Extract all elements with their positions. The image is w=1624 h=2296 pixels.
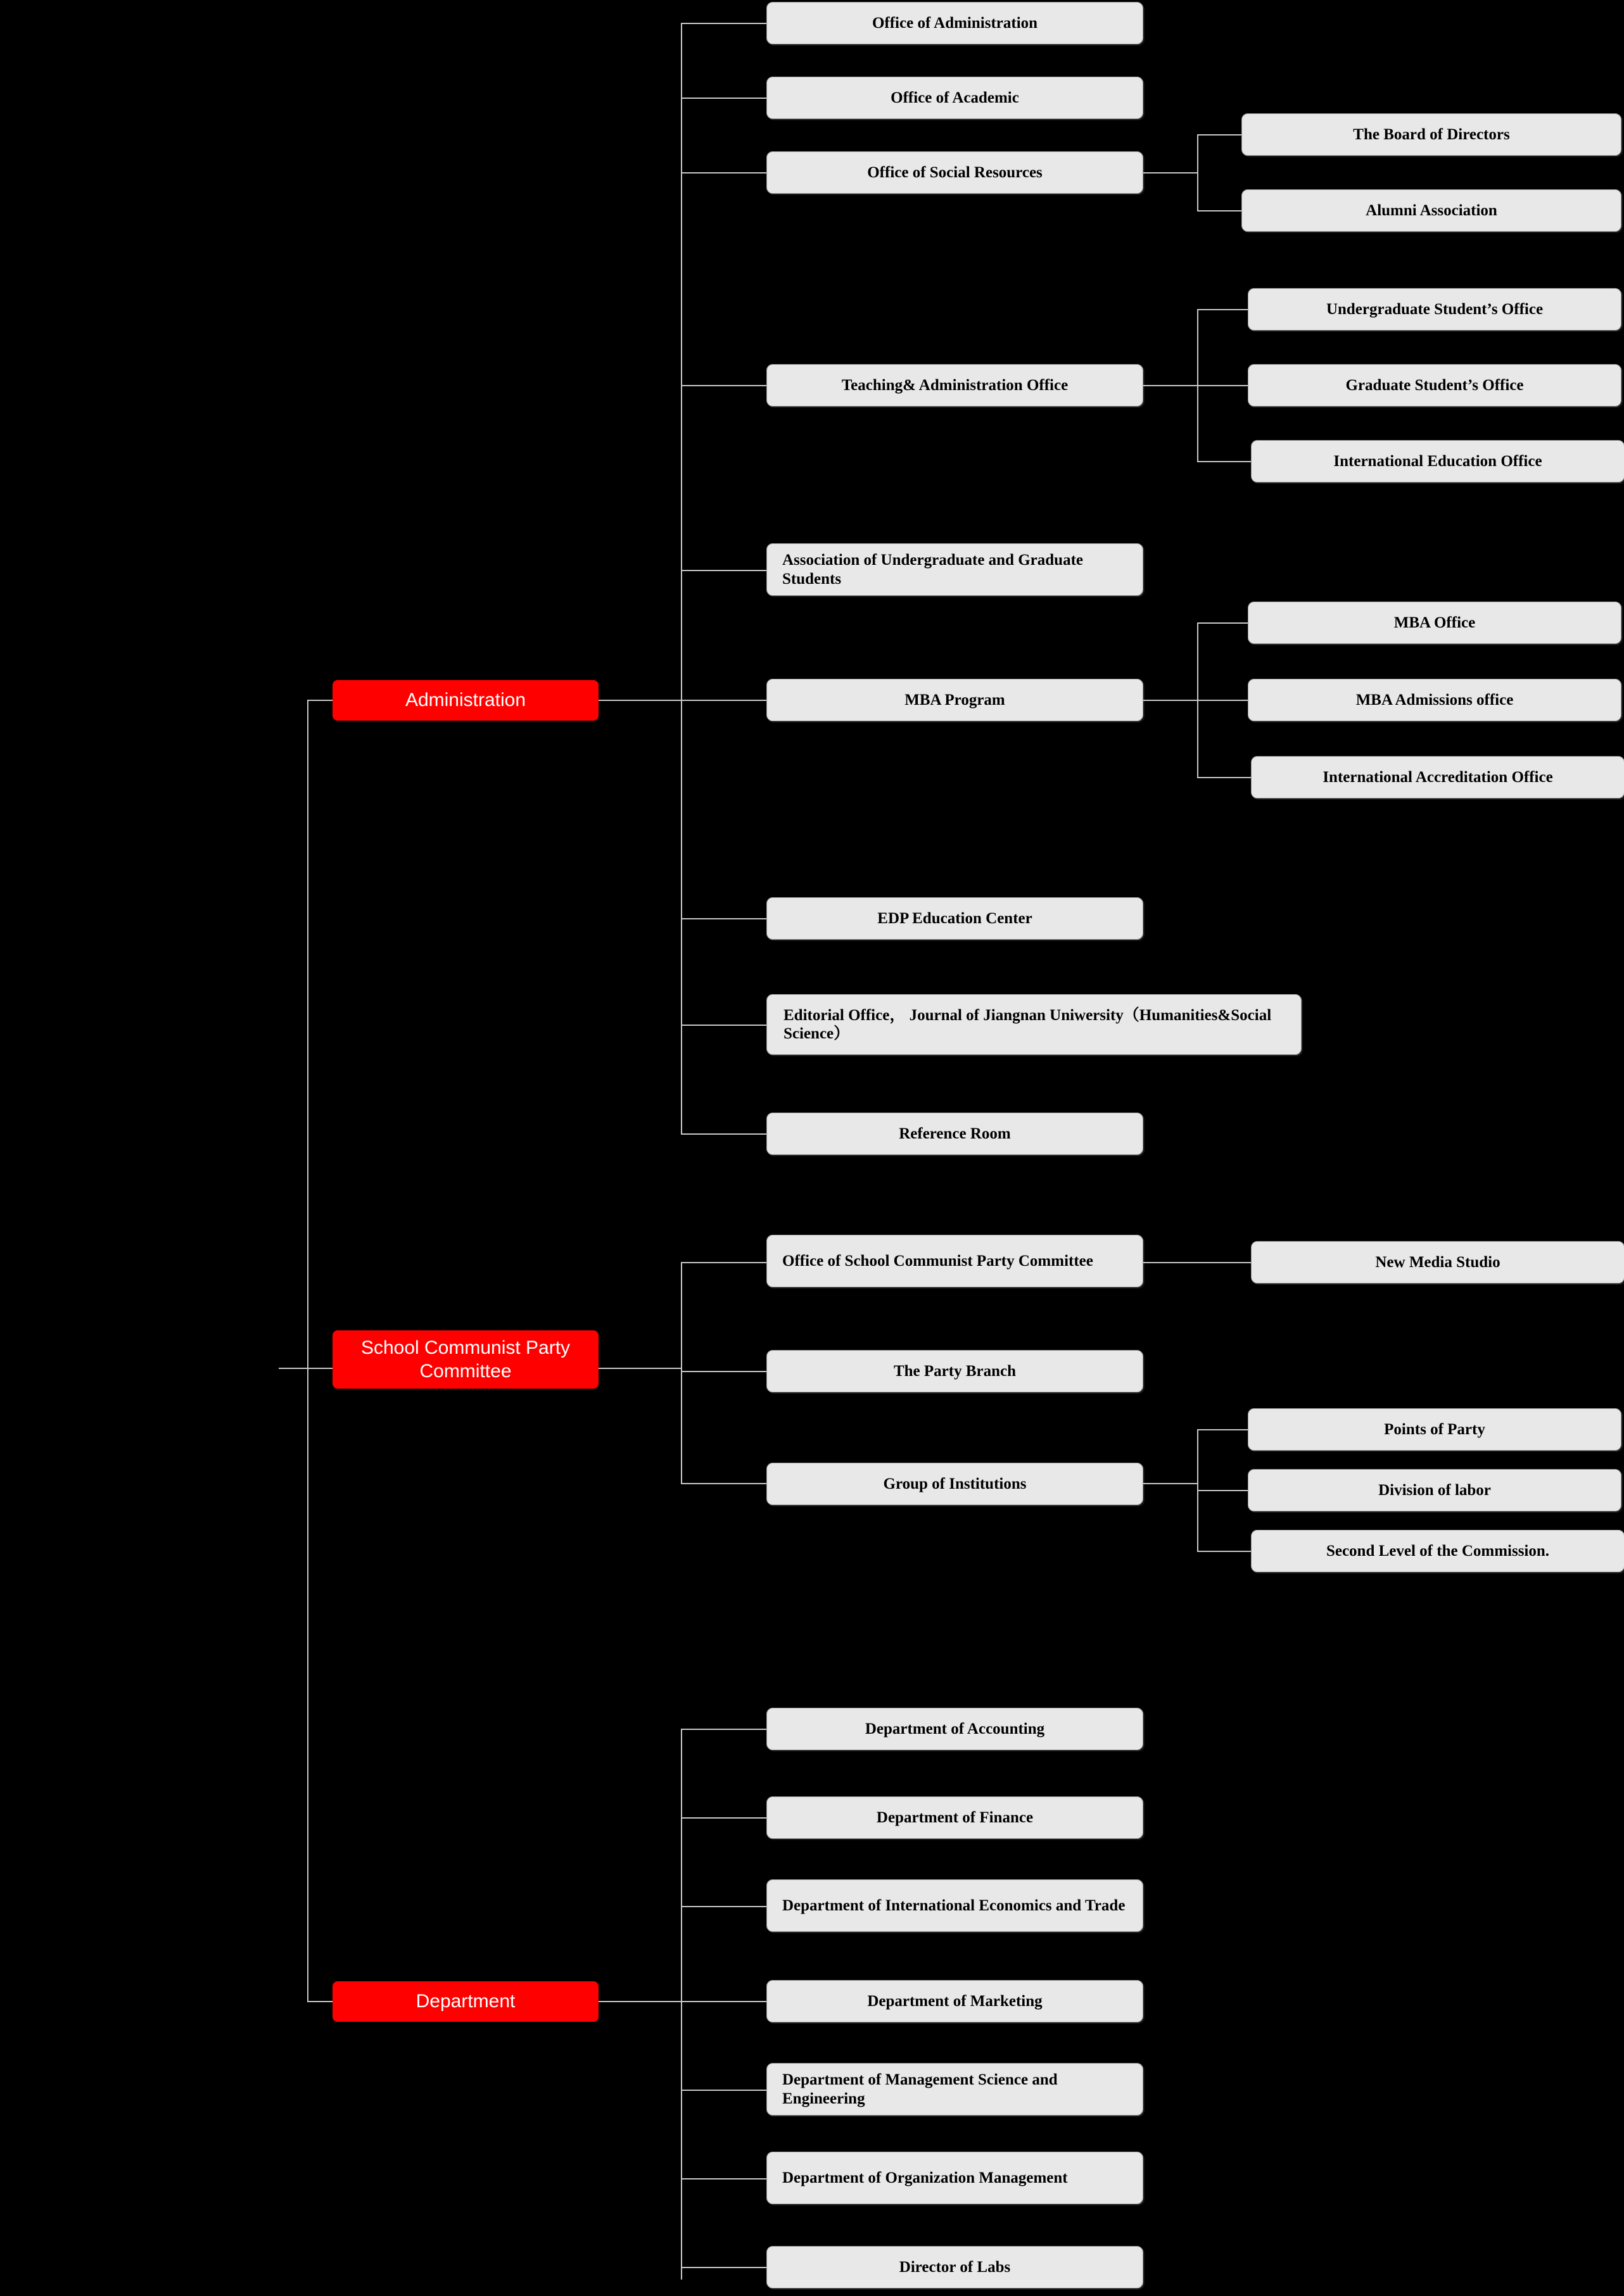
connector-group-child-2 bbox=[1197, 1490, 1248, 1491]
connector-administration-out bbox=[599, 700, 681, 701]
connector-dept-child-2 bbox=[681, 1817, 766, 1819]
node-office-of-social-resources[interactable] bbox=[766, 151, 1143, 194]
node-department-of-management-science-and-engineering-label: Department of Management Science and Engineering bbox=[782, 2071, 1058, 2107]
node-office-of-administration[interactable] bbox=[766, 2, 1143, 44]
connector-party-child-2 bbox=[681, 1371, 766, 1372]
node-points-of-party-label: Points of Party bbox=[1384, 1420, 1485, 1438]
connector-teaching-child-2 bbox=[1197, 385, 1248, 386]
connector-dept-child-7 bbox=[681, 2267, 766, 2268]
node-graduate-students-office[interactable] bbox=[1248, 364, 1621, 407]
node-department-of-finance-label: Department of Finance bbox=[876, 1808, 1034, 1826]
connector-dept-child-3 bbox=[681, 1906, 766, 1907]
node-association-of-students[interactable] bbox=[766, 543, 1143, 596]
node-division-of-labor[interactable] bbox=[1248, 1469, 1621, 1511]
node-administration-label: Administration bbox=[405, 690, 526, 711]
node-division-of-labor-label: Division of labor bbox=[1378, 1481, 1491, 1499]
node-international-accreditation-office[interactable] bbox=[1251, 756, 1624, 798]
node-international-education-office-label: International Education Office bbox=[1333, 452, 1542, 470]
node-teaching-administration-office-label: Teaching& Administration Office bbox=[841, 376, 1069, 394]
node-points-of-party[interactable] bbox=[1248, 1408, 1621, 1451]
connector-admin-child-1 bbox=[681, 23, 766, 24]
connector-group-child-1 bbox=[1197, 1429, 1248, 1430]
node-director-of-labs[interactable] bbox=[766, 2246, 1143, 2288]
node-office-of-school-party-committee-label: Office of School Communist Party Committee bbox=[782, 1252, 1093, 1270]
node-international-education-office[interactable] bbox=[1251, 440, 1624, 483]
node-second-level-commission-label: Second Level of the Commission. bbox=[1326, 1542, 1550, 1560]
node-undergraduate-students-office[interactable] bbox=[1248, 288, 1621, 331]
node-mba-admissions-office-label: MBA Admissions office bbox=[1355, 691, 1514, 709]
node-edp-education-center[interactable] bbox=[766, 897, 1143, 940]
node-editorial-office-label: Editorial Office， Journal of Jiangnan Uniwersity（Humanities&Social Science） bbox=[783, 1006, 1272, 1042]
connector-department-out bbox=[599, 2001, 681, 2002]
node-office-of-social-resources-label: Office of Social Resources bbox=[867, 163, 1043, 181]
node-the-board-of-directors[interactable] bbox=[1241, 113, 1621, 156]
node-reference-room-label: Reference Room bbox=[899, 1125, 1011, 1142]
connector-department-spine bbox=[681, 1729, 682, 2280]
connector-admin-child-2 bbox=[681, 98, 766, 99]
connector-root-to-department bbox=[307, 2001, 333, 2002]
node-mba-admissions-office[interactable] bbox=[1248, 679, 1621, 721]
node-department-of-marketing[interactable] bbox=[766, 1980, 1143, 2022]
connector-party-child-3 bbox=[681, 1483, 766, 1484]
node-office-of-administration-label: Office of Administration bbox=[872, 14, 1038, 32]
connector-root-to-party bbox=[307, 1368, 333, 1369]
node-new-media-studio-label: New Media Studio bbox=[1375, 1253, 1500, 1271]
connector-admin-child-9 bbox=[681, 1133, 766, 1135]
node-editorial-office[interactable] bbox=[766, 994, 1302, 1055]
connector-root-spine bbox=[307, 700, 308, 2001]
node-alumni-association[interactable] bbox=[1241, 189, 1621, 232]
node-school-communist-party-committee[interactable] bbox=[333, 1330, 599, 1389]
connector-party-office-out bbox=[1143, 1262, 1251, 1263]
node-school-communist-party-committee-label: School Communist Party Committee bbox=[360, 1337, 571, 1382]
connector-mba-child-1 bbox=[1197, 622, 1248, 624]
node-department-of-international-economics-and-trade-label: Department of International Economics and Trade bbox=[782, 1896, 1126, 1914]
connector-admin-child-7 bbox=[681, 918, 766, 919]
node-international-accreditation-office-label: International Accreditation Office bbox=[1323, 768, 1553, 786]
node-department-of-finance[interactable] bbox=[766, 1796, 1143, 1839]
connector-teaching-child-3 bbox=[1197, 461, 1251, 462]
connector-social-resources-child-1 bbox=[1197, 134, 1241, 136]
connector-social-resources-child-2 bbox=[1197, 210, 1241, 211]
node-undergraduate-students-office-label: Undergraduate Student’s Office bbox=[1326, 300, 1544, 318]
connector-dept-child-6 bbox=[681, 2178, 766, 2179]
node-mba-program-label: MBA Program bbox=[904, 691, 1005, 709]
connector-mba-child-2 bbox=[1197, 700, 1248, 701]
node-edp-education-center-label: EDP Education Center bbox=[877, 909, 1032, 927]
connector-admin-child-4 bbox=[681, 385, 766, 386]
node-department-of-management-science-and-engineering[interactable] bbox=[766, 2063, 1143, 2116]
connector-mba-child-3 bbox=[1197, 777, 1251, 778]
connector-social-resources-out bbox=[1143, 172, 1197, 173]
node-reference-room[interactable] bbox=[766, 1113, 1143, 1155]
node-department-of-international-economics-and-trade[interactable] bbox=[766, 1879, 1143, 1932]
node-director-of-labs-label: Director of Labs bbox=[899, 2258, 1011, 2276]
connector-admin-child-6 bbox=[681, 700, 766, 701]
node-group-of-institutions[interactable] bbox=[766, 1463, 1143, 1505]
node-new-media-studio[interactable] bbox=[1251, 1241, 1624, 1284]
node-second-level-commission[interactable] bbox=[1251, 1530, 1624, 1572]
node-mba-office-label: MBA Office bbox=[1393, 614, 1476, 631]
node-group-of-institutions-label: Group of Institutions bbox=[883, 1475, 1027, 1492]
connector-root-stub bbox=[279, 1368, 307, 1369]
connector-admin-child-8 bbox=[681, 1025, 766, 1026]
node-department[interactable] bbox=[333, 1981, 599, 2022]
connector-party-child-1 bbox=[681, 1262, 766, 1263]
node-administration[interactable] bbox=[333, 680, 599, 721]
connector-party-spine bbox=[681, 1262, 682, 1483]
connector-group-out bbox=[1143, 1483, 1197, 1484]
connector-admin-child-3 bbox=[681, 172, 766, 173]
node-graduate-students-office-label: Graduate Student’s Office bbox=[1345, 376, 1524, 394]
node-office-of-academic[interactable] bbox=[766, 77, 1143, 119]
node-mba-program[interactable] bbox=[766, 679, 1143, 721]
node-department-of-organization-management-label: Department of Organization Management bbox=[782, 2169, 1068, 2186]
node-office-of-academic-label: Office of Academic bbox=[891, 89, 1019, 106]
node-department-label: Department bbox=[416, 1991, 516, 2012]
node-department-of-organization-management[interactable] bbox=[766, 2152, 1143, 2204]
node-the-party-branch-label: The Party Branch bbox=[893, 1362, 1017, 1380]
connector-party-out bbox=[599, 1368, 681, 1369]
connector-teaching-out bbox=[1143, 385, 1197, 386]
connector-dept-child-1 bbox=[681, 1729, 766, 1730]
connector-dept-child-4 bbox=[681, 2001, 766, 2002]
connector-administration-spine bbox=[681, 23, 682, 1133]
node-department-of-marketing-label: Department of Marketing bbox=[867, 1992, 1043, 2010]
connector-social-resources-spine bbox=[1197, 134, 1198, 210]
connector-group-child-3 bbox=[1197, 1551, 1251, 1552]
node-office-of-school-party-committee[interactable] bbox=[766, 1235, 1143, 1287]
connector-teaching-child-1 bbox=[1197, 309, 1248, 310]
connector-admin-child-5 bbox=[681, 570, 766, 571]
node-alumni-association-label: Alumni Association bbox=[1366, 201, 1497, 219]
node-department-of-accounting[interactable] bbox=[766, 1708, 1143, 1750]
connector-root-to-administration bbox=[307, 700, 333, 701]
node-the-board-of-directors-label: The Board of Directors bbox=[1353, 125, 1510, 143]
node-teaching-administration-office[interactable] bbox=[766, 364, 1143, 407]
node-the-party-branch[interactable] bbox=[766, 1350, 1143, 1392]
connector-dept-child-5 bbox=[681, 2090, 766, 2091]
node-association-of-students-label: Association of Undergraduate and Graduate Students bbox=[782, 552, 1084, 588]
connector-mba-out bbox=[1143, 700, 1197, 701]
node-mba-office[interactable] bbox=[1248, 602, 1621, 644]
node-department-of-accounting-label: Department of Accounting bbox=[865, 1720, 1045, 1738]
